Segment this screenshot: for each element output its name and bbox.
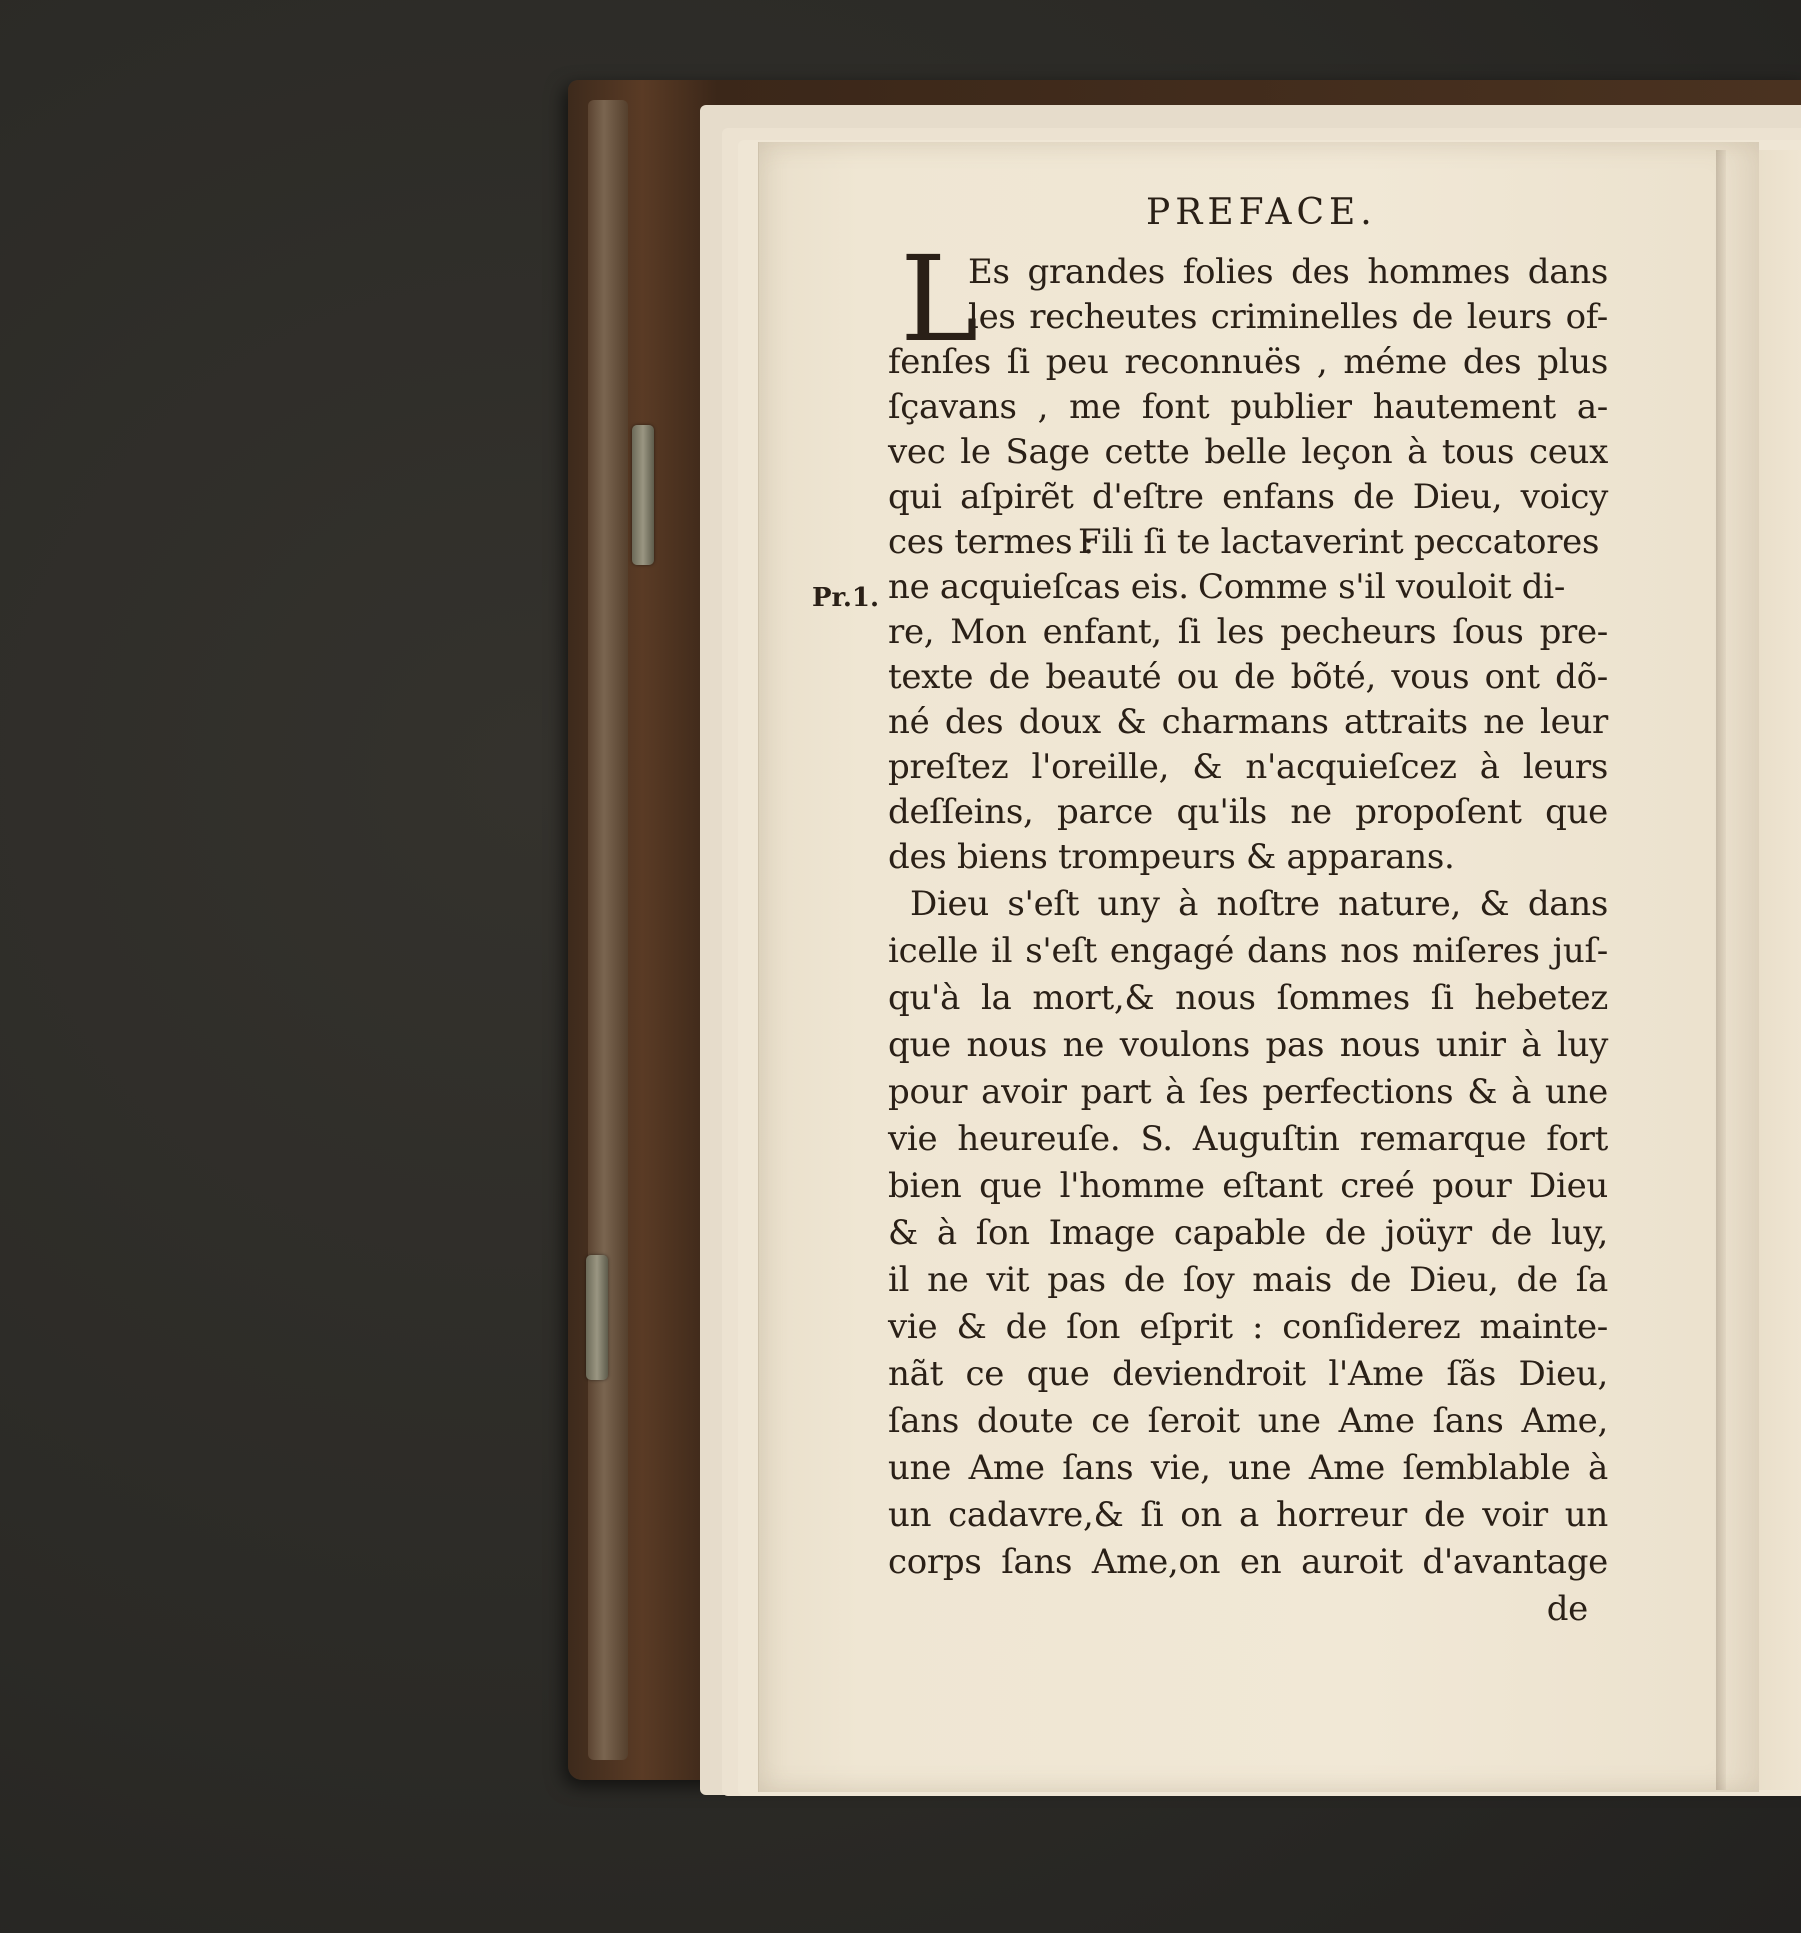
text-line: un cadavre,& ſi on a horreur de voir un	[888, 1495, 1608, 1535]
book-spine	[588, 100, 628, 1760]
text-line: Es grandes folies des hommes dans	[968, 252, 1608, 292]
text-line: deſſeins, parce qu'ils ne propoſent que	[888, 792, 1608, 832]
text-line: Dieu s'eſt uny à noſtre nature, & dans	[910, 884, 1608, 924]
text-line: fenſes ſi peu reconnuës , méme des plus	[888, 342, 1608, 382]
text-line: vie & de ſon eſprit : conſiderez mainte-	[888, 1307, 1608, 1347]
text-line: re, Mon enfant, ſi les pecheurs ſous pre-	[888, 612, 1608, 652]
text-line: bien que l'homme eſtant creé pour Dieu	[888, 1166, 1608, 1206]
text-line: vie heureuſe. S. Auguſtin remarque fort	[888, 1119, 1608, 1159]
catchword: de	[1546, 1589, 1588, 1629]
page-gutter	[1716, 150, 1726, 1790]
clasp-top-icon	[632, 425, 654, 565]
text-line: texte de beauté ou de bõté, vous ont dõ-	[888, 657, 1608, 697]
text-line: corps ſans Ame,on en auroit d'avantage	[888, 1542, 1608, 1582]
text-line: ſans doute ce ſeroit une Ame ſans Ame,	[888, 1401, 1608, 1441]
text-line: qu'à la mort,& nous ſommes ſi hebetez	[888, 978, 1608, 1018]
text-line: ces termes :	[888, 522, 1094, 562]
text-line: pour avoir part à ſes perfections & à une	[888, 1072, 1608, 1112]
clasp-bottom-icon	[586, 1255, 608, 1380]
text-line: Comme s'il vouloit di-	[1198, 567, 1566, 607]
text-line: ſçavans , me font publier hautement a-	[888, 387, 1608, 427]
latin-quote: ne acquieſcas eis.	[888, 567, 1189, 607]
text-line: preſtez l'oreille, & n'acquieſcez à leurs	[888, 747, 1608, 787]
text-line: que nous ne voulons pas nous unir à luy	[888, 1025, 1608, 1065]
text-line: vec le Sage cette belle leçon à tous ceux	[888, 432, 1608, 472]
text-line: des biens trompeurs & apparans.	[888, 837, 1455, 877]
margin-reference: Pr.1.	[812, 583, 880, 613]
text-line: une Ame ſans vie, une Ame ſemblable à	[888, 1448, 1608, 1488]
text-line: nãt ce que deviendroit l'Ame ſãs Dieu,	[888, 1354, 1608, 1394]
text-line: icelle il s'eſt engagé dans nos miſeres juſ-	[888, 931, 1608, 971]
text-line: les recheutes criminelles de leurs of-	[968, 297, 1608, 337]
page-heading: PREFACE.	[1146, 192, 1377, 233]
drop-cap: L	[900, 230, 979, 368]
text-line: il ne vit pas de ſoy mais de Dieu, de ſa	[888, 1260, 1608, 1300]
text-line: né des doux & charmans attraits ne leur	[888, 702, 1608, 742]
text-line: qui aſpirẽt d'eſtre enfans de Dieu, voicy	[888, 477, 1608, 517]
latin-quote: Fili ſi te lactaverint peccatores	[1078, 522, 1600, 562]
text-line: & à ſon Image capable de joüyr de luy,	[888, 1213, 1608, 1253]
